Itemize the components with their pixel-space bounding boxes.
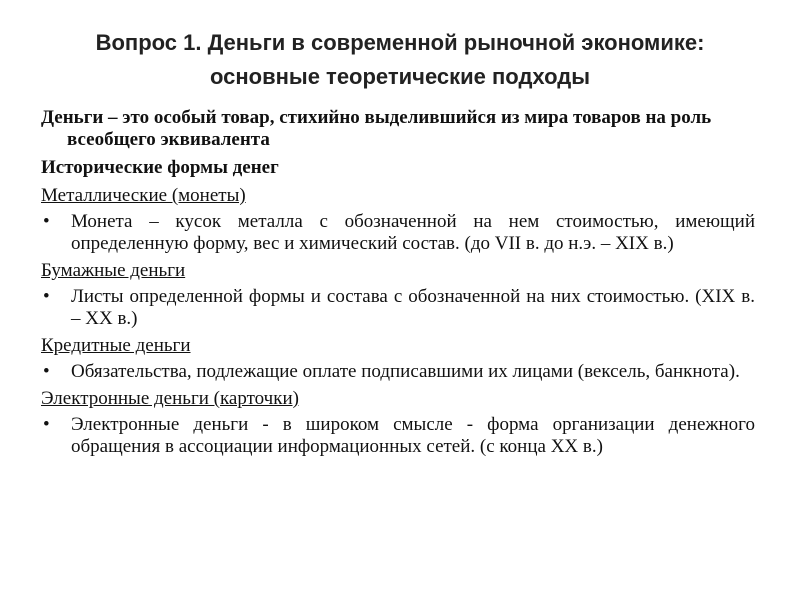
section-electronic	[41, 388, 755, 458]
title-line-1: Вопрос 1. Деньги в современной рыночной экономике:	[95, 30, 705, 55]
list-item	[41, 211, 755, 255]
slide-title	[40, 26, 760, 94]
money-definition: Деньги – это особый товар, стихийно выделившийся из мира товаров на роль всеобщего эквивалента	[41, 107, 712, 150]
list-item-text: Монета – кусок металла с обозначенной на нем стоимостью, имеющий определенную форму, вес и химический состав. (до VII в. до н.э. – XIX в.)	[71, 211, 755, 254]
historical-forms-heading: Исторические формы денег	[41, 157, 279, 178]
bullet-icon: •	[43, 211, 50, 232]
list-item	[41, 286, 755, 330]
slide-content	[41, 107, 755, 463]
bullet-icon: •	[43, 414, 50, 435]
list-item-text: Листы определенной формы и состава с обозначенной на них стоимостью. (XIX в. – XX в.)	[71, 286, 755, 329]
bullet-icon: •	[43, 361, 50, 382]
list-item	[41, 361, 755, 383]
list-item	[41, 414, 755, 458]
bullet-icon: •	[43, 286, 50, 307]
list-item-text: Обязательства, подлежащие оплате подписавшими их лицами (вексель, банкнота).	[71, 361, 740, 382]
section-metal	[41, 185, 755, 255]
section-credit	[41, 335, 755, 383]
section-paper	[41, 260, 755, 330]
section-heading: Бумажные деньги	[41, 260, 186, 281]
list-item-text: Электронные деньги - в широком смысле - форма организации денежного обращения в ассоциации информационных сетей. (с конца XX в.)	[71, 414, 755, 457]
title-line-2: основные теоретические подходы	[209, 64, 590, 89]
section-heading: Металлические (монеты)	[41, 185, 246, 206]
section-heading: Электронные деньги (карточки)	[41, 388, 299, 409]
section-heading: Кредитные деньги	[41, 335, 191, 356]
